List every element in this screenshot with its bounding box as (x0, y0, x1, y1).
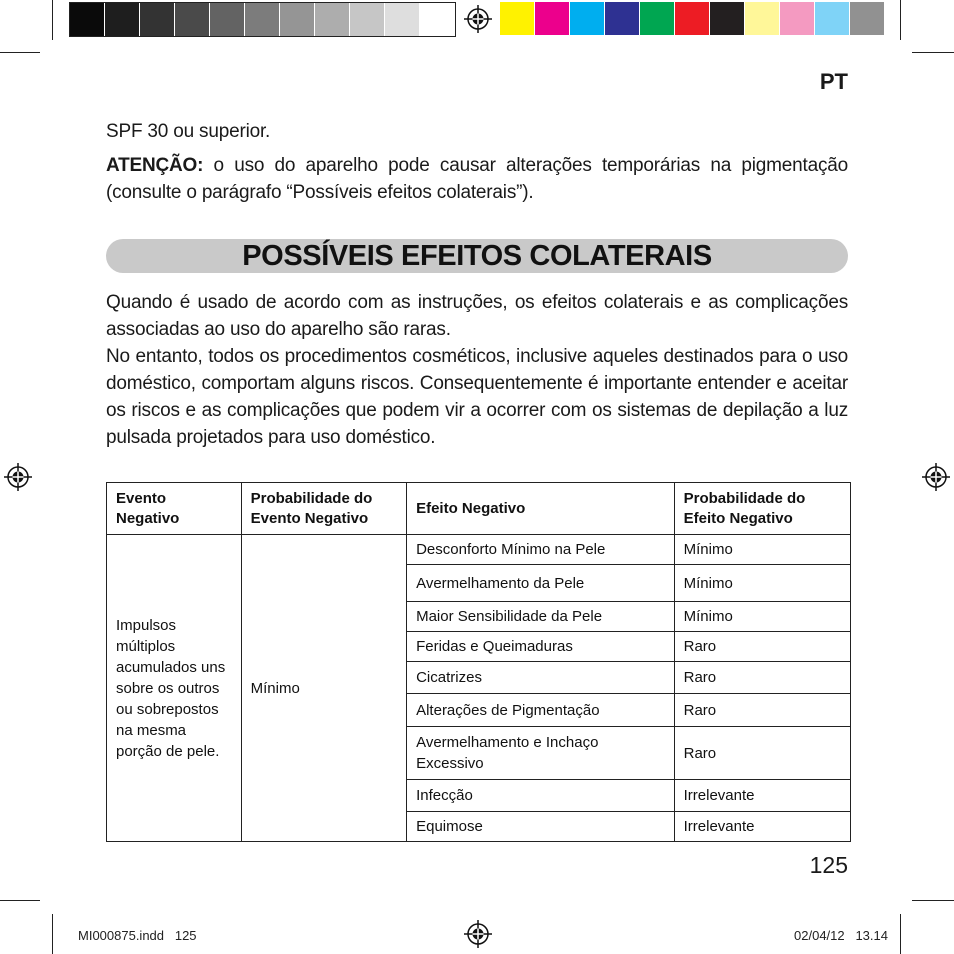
color-swatch (815, 2, 850, 35)
effect-probability-cell: Mínimo (674, 535, 850, 565)
color-swatch (420, 3, 455, 36)
warning-text: o uso do aparelho pode causar alterações temporárias na pigmentação (consulte o parágrafo “Possíveis efeitos colaterais”). (106, 155, 848, 203)
crop-mark (912, 52, 954, 53)
registration-mark-icon (464, 5, 492, 33)
crop-mark (912, 900, 954, 901)
page-number: 125 (809, 852, 848, 878)
effect-cell: Cicatrizes (407, 662, 675, 694)
process-color-bar (500, 2, 885, 35)
effect-cell: Maior Sensibilidade da Pele (407, 602, 675, 632)
effect-cell: Infecção (407, 780, 675, 812)
effect-cell: Desconforto Mínimo na Pele (407, 535, 675, 565)
language-code: PT (819, 69, 848, 94)
effect-probability-cell: Raro (674, 662, 850, 694)
color-swatch (140, 3, 175, 36)
color-swatch (315, 3, 350, 36)
effect-cell: Avermelhamento e Inchaço Excessivo (407, 727, 675, 780)
event-probability-cell: Mínimo (241, 535, 406, 842)
color-swatch (535, 2, 570, 35)
crop-mark (0, 900, 40, 901)
effect-probability-cell: Raro (674, 727, 850, 780)
color-swatch (280, 3, 315, 36)
warning-label: ATENÇÃO: (106, 155, 204, 176)
column-header: Efeito Negativo (407, 483, 675, 535)
color-swatch (745, 2, 780, 35)
effect-probability-cell: Irrelevante (674, 812, 850, 842)
color-swatch (175, 3, 210, 36)
footer-date-time: 02/04/12 13.14 (794, 928, 888, 943)
color-swatch (710, 2, 745, 35)
color-swatch (210, 3, 245, 36)
event-cell: Impulsos múltiplos acumulados uns sobre os outros ou sobrepostos na mesma porção de pele. (107, 535, 242, 842)
crop-mark (0, 52, 40, 53)
side-effects-table (106, 482, 851, 842)
crop-mark (900, 0, 901, 40)
section-title: POSSÍVEIS EFEITOS COLATERAIS (242, 239, 712, 272)
section-paragraph-2: No entanto, todos os procedimentos cosméticos, inclusive aqueles destinados para o uso doméstico, comportam alguns riscos. Consequentemente é importante entender e aceitar os riscos e as complicações que podem vir a ocorrer com os sistemas de depilação a luz pulsada projetados para uso doméstico. (106, 346, 848, 448)
section-paragraph-1: Quando é usado de acordo com as instruções, os efeitos colaterais e as complicações associadas ao uso do aparelho são raras. (106, 292, 848, 340)
footer-file-info: MI000875.indd 125 (78, 928, 197, 943)
table-header-row (107, 483, 851, 535)
effect-probability-cell: Mínimo (674, 602, 850, 632)
color-swatch (570, 2, 605, 35)
color-swatch (675, 2, 710, 35)
effect-probability-cell: Raro (674, 632, 850, 662)
effect-probability-cell: Raro (674, 694, 850, 727)
effect-cell: Feridas e Queimaduras (407, 632, 675, 662)
crop-mark (900, 914, 901, 954)
color-swatch (500, 2, 535, 35)
registration-mark-icon (4, 463, 32, 491)
table-row (107, 535, 851, 565)
intro-line: SPF 30 ou superior. (106, 121, 271, 142)
effect-probability-cell: Mínimo (674, 565, 850, 602)
crop-mark (52, 914, 53, 954)
color-swatch (105, 3, 140, 36)
color-swatch (245, 3, 280, 36)
effect-cell: Alterações de Pigmentação (407, 694, 675, 727)
color-swatch (605, 2, 640, 35)
column-header: Probabilidade do Efeito Negativo (674, 483, 850, 535)
crop-mark (52, 0, 53, 40)
registration-mark-icon (464, 920, 492, 948)
color-swatch (385, 3, 420, 36)
color-swatch (70, 3, 105, 36)
color-swatch (780, 2, 815, 35)
effect-cell: Avermelhamento da Pele (407, 565, 675, 602)
column-header: Probabilidade do Evento Negativo (241, 483, 406, 535)
column-header: Evento Negativo (107, 483, 242, 535)
grayscale-color-bar (69, 2, 456, 37)
color-swatch (350, 3, 385, 36)
registration-mark-icon (922, 463, 950, 491)
effect-probability-cell: Irrelevante (674, 780, 850, 812)
section-title-bar (106, 239, 848, 273)
effect-cell: Equimose (407, 812, 675, 842)
color-swatch (640, 2, 675, 35)
warning-paragraph (106, 152, 848, 206)
color-swatch (850, 2, 885, 35)
